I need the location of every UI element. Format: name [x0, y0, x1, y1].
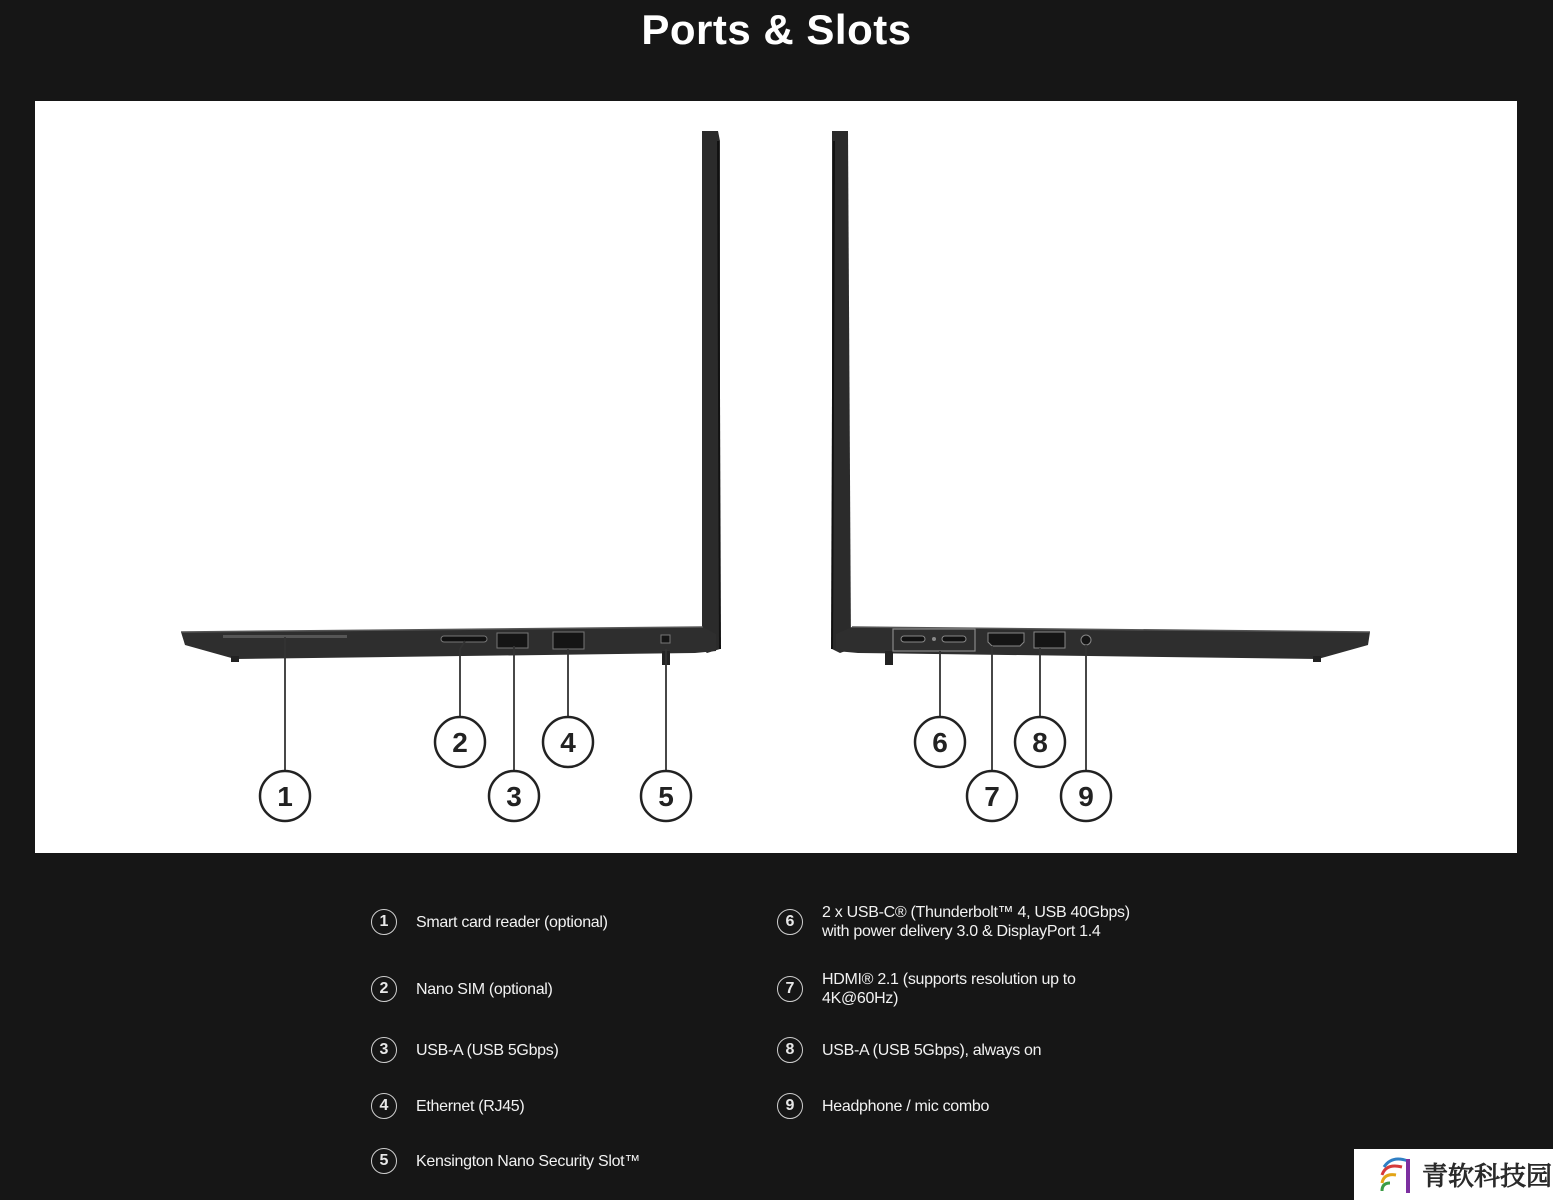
callout-label-6: 6: [932, 727, 948, 758]
legend-text: USB-A (USB 5Gbps): [416, 1041, 559, 1059]
legend-item-5: [371, 1148, 640, 1174]
legend-item-8: [777, 1037, 1041, 1063]
callout-label-5: 5: [658, 781, 674, 812]
legend-text: Headphone / mic combo: [822, 1097, 990, 1115]
watermark-text: 青软科技园: [1422, 1162, 1553, 1192]
callout-label-4: 4: [560, 727, 576, 758]
legend-number: 1: [371, 909, 397, 935]
legend-number: 3: [371, 1037, 397, 1063]
wifi-logo-icon: [1376, 1153, 1416, 1197]
legend-text: Smart card reader (optional): [416, 913, 608, 931]
legend-item-6: [777, 903, 1130, 941]
legend-item-7: [777, 970, 1076, 1008]
laptop-side-views-panel: [35, 101, 1517, 853]
legend-number: 2: [371, 976, 397, 1002]
callout-label-2: 2: [452, 727, 468, 758]
legend-text: USB-A (USB 5Gbps), always on: [822, 1041, 1042, 1059]
legend-item-1: [371, 909, 608, 935]
legend-number: 5: [371, 1148, 397, 1174]
legend-text: Nano SIM (optional): [416, 980, 553, 998]
legend-item-2: [371, 976, 553, 1002]
legend-number: 6: [777, 909, 803, 935]
page-title: Ports & Slots: [641, 6, 912, 53]
legend-text: Kensington Nano Security Slot™: [416, 1152, 641, 1170]
legend-number: 7: [777, 976, 803, 1002]
legend-text: Ethernet (RJ45): [416, 1097, 525, 1115]
callout-label-1: 1: [277, 781, 293, 812]
callout-label-3: 3: [506, 781, 522, 812]
legend-text: 2 x USB-C® (Thunderbolt™ 4, USB 40Gbps) with power delivery 3.0 & DisplayPort 1.4: [822, 904, 1130, 940]
laptop-left-side-view: [181, 131, 720, 665]
legend-number: 8: [777, 1037, 803, 1063]
legend-number: 9: [777, 1093, 803, 1119]
laptop-illustration: [35, 101, 1517, 853]
callout-label-9: 9: [1078, 781, 1094, 812]
legend-item-4: [371, 1093, 524, 1119]
laptop-right-side-view: [832, 131, 1370, 665]
watermark-badge: [1354, 1149, 1553, 1200]
legend-item-9: [777, 1093, 989, 1119]
callout-label-7: 7: [984, 781, 1000, 812]
callout-label-8: 8: [1032, 727, 1048, 758]
legend-item-3: [371, 1037, 559, 1063]
legend-number: 4: [371, 1093, 397, 1119]
legend-text: HDMI® 2.1 (supports resolution up to 4K@60Hz): [822, 971, 1076, 1007]
